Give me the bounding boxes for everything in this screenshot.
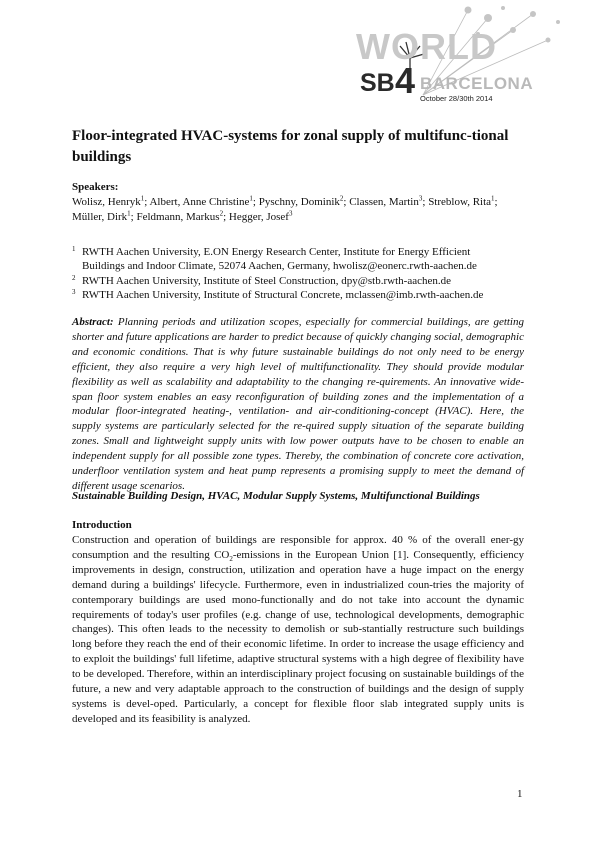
page-number: 1 [517,788,523,800]
logo-sb: SB [360,69,395,97]
speaker-name: Wolisz, Henryk [72,196,141,208]
speaker-name: Hegger, Josef [228,210,289,223]
speaker-name: Albert, Anne Christine [149,196,250,208]
speaker-affiliation-mark: 2 [339,194,344,203]
speaker-name: Pyschny, Dominik [258,196,340,208]
affiliation-line: 2 RWTH Aachen University, Institute of Steel Construction, dpy@stb.rwth-aachen.de [72,273,451,287]
speaker-affiliation-mark: 1 [127,209,131,218]
abstract [72,315,524,494]
speaker-name: Müller, Dirk [72,210,128,223]
conference-logo [328,0,568,110]
speakers-list: Wolisz, Henryk$^1$; Albert, Anne Christine$^1$; Pyschny, Dominik$^2$; Classen, Martin$^3$; Streblow, Rita$^1$; Müller, Dirk$^1$; Feldmann, Markus$^2$; Hegger, Josef$^3$ [72,194,498,223]
speaker-name: Feldmann, Markus [136,210,220,223]
intro-text-part2: -emissions in the European Union [1]. Consequently, efficiency improvements in design, construction, utilization and operation have a huge impact on the energy demand during a buildings' lifecycle. Furthermore, even in industrialized coun-tries the majority of contemporary buildings are used mono-functionally and do not take into account the dynamic requirements of today's user profiles (e.g. change of use, technological developments, demographic changes). This often leads to the necessity to demolish or sub-stantially restructure such buildings long before they reach the end of their economic lifetime. In order to increase the usage efficiency and to exploit the buildings' full lifetime, adaptive structural systems with a high degree of flexibility have to be developed. Therefore, within an interdisciplinary project focusing on sustainable buildings of the future, a new and very adaptable approach to the construction of buildings and the design of supply systems is devel-oped. Particularly, a concept for flexible floor slab integrated supply units is developed and its feasibility is analyzed. [72,548,524,725]
speaker-name: Classen, Martin [349,196,419,208]
speaker-name: Streblow, Rita [428,196,492,208]
speaker-affiliation-mark: 2 [219,209,224,218]
speaker-affiliation-mark: 1 [249,194,253,203]
speaker-affiliation-mark: 3 [288,209,293,218]
intro-subscript: 2 [229,555,233,564]
speakers-label: Speakers: [72,181,119,193]
affiliations [72,245,532,302]
logo-date: October 28/30th 2014 [420,94,493,103]
affiliation-line: 1 RWTH Aachen University, E.ON Energy Research Center, Institute for Energy Efficient [72,245,471,258]
affiliation-line: 3 RWTH Aachen University, Institute of Structural Concrete, mclassen@imb.rwth-aachen.de [72,287,484,301]
speaker-affiliation-mark: 1 [140,194,145,203]
keywords: Sustainable Building Design, HVAC, Modular Supply Systems, Multifunctional Buildings [72,490,480,502]
logo-word: WORLD [356,26,497,67]
affiliation-line: Buildings and Indoor Climate, 52074 Aachen, Germany, hwolisz@eonerc.rwth-aachen.de [82,260,477,273]
logo-number: 4 [395,60,416,101]
speaker-affiliation-mark: 1 [491,194,495,203]
speaker-affiliation-mark: 3 [418,194,423,203]
abstract-text: Planning periods and utilization scopes, especially for commercial buildings, are getting shorter and future applications are harder to predict because of quickly changing social, demographic and economic conditions. That is why future sustainable buildings do not only need to be energy efficient, they also require a very high level of multifunctionality. They should provide modular flexibility as well as scalability and adaptability to the changing re-quirements. An innovative wide-span floor system enables an easy reconfiguration of building zones and the implementation of a modular floor-integrated heating-, ventilation- and air-conditioning-concept (HVAC). Here, the supply systems are particularly selected for the re-quired supply situation of the separate building zones. Small and lightweight supply units with low power outputs have to be chosen to enable an independent supply for all possible zone types. Thereby, the combination of concrete core activation, underfloor ventilation system and heat pump represents a promising supply to meet the demand of different usage scenarios. [72,316,524,492]
paper-title: Floor-integrated HVAC-systems for zonal supply of multifunc-tional buildings [72,128,509,165]
logo-city: BARCELONA [420,74,534,93]
intro-text-part1: Construction and operation of buildings are responsible for approx. 40 % of the overall ener-gy consumption and the resulting CO [72,534,524,561]
abstract-label: Abstract: [72,316,114,328]
intro-paragraph [72,533,524,727]
intro-heading: Introduction [72,519,132,531]
